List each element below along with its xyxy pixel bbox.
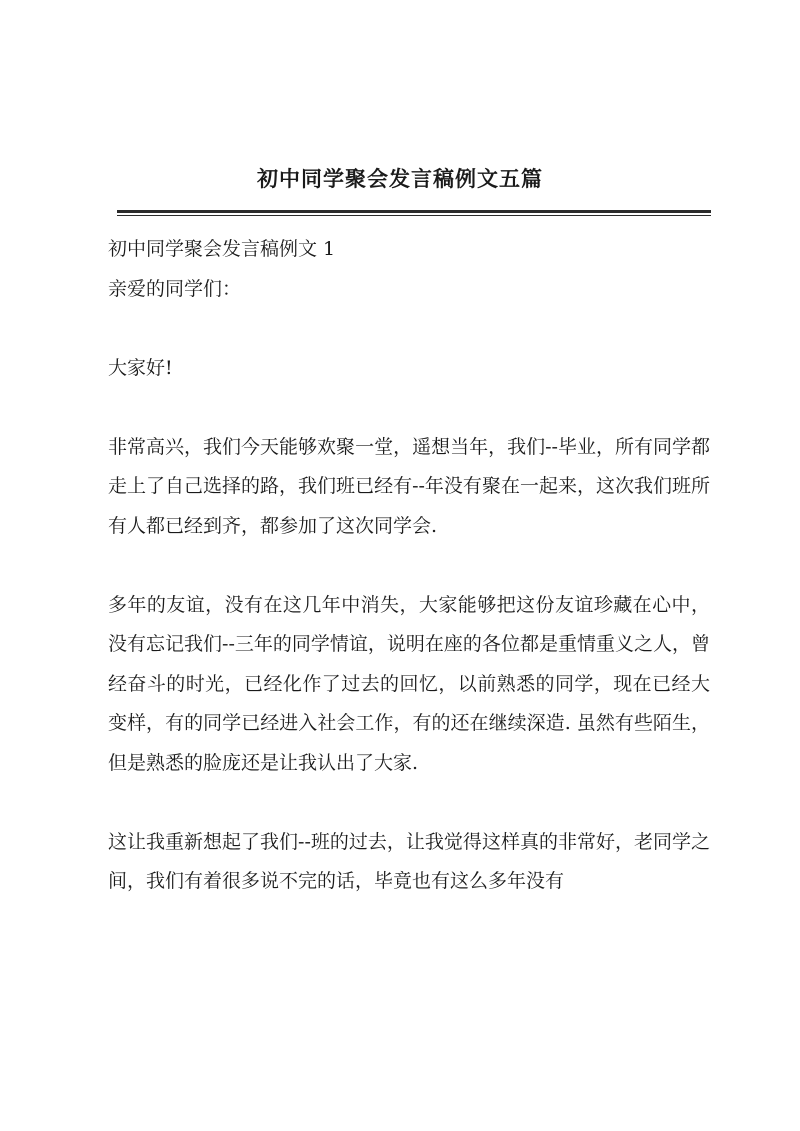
- document-body: [108, 230, 710, 902]
- section-heading: 初中同学聚会发言稿例文 1: [108, 238, 336, 260]
- body-paragraph-1: 非常高兴，我们今天能够欢聚一堂，遥想当年，我们--毕业，所有同学都走上了自己选择的路，我们班已经有--年没有聚在一起来，这次我们班所有人都已经到齐，都参加了这次同学会.: [108, 435, 710, 537]
- body-paragraph-2: 多年的友谊，没有在这几年中消失，大家能够把这份友谊珍藏在心中，没有忘记我们--三年的同学情谊，说明在座的各位都是重情重义之人，曾经奋斗的时光，已经化作了过去的回忆，以前熟悉的同学，现在已经大变样，有的同学已经进入社会工作，有的还在继续深造. 虽然有些陌生，但是熟悉的脸庞还是让我认出了大家.: [108, 593, 710, 774]
- greeting: 大家好!: [108, 356, 173, 379]
- title-divider-thick: [117, 210, 711, 213]
- body-paragraph-3: 这让我重新想起了我们--班的过去，让我觉得这样真的非常好，老同学之间，我们有着很多说不完的话，毕竟也有这么多年没有: [108, 830, 710, 892]
- salutation: 亲爱的同学们：: [108, 277, 242, 300]
- document-title: 初中同学聚会发言稿例文五篇: [257, 166, 543, 191]
- title-divider-thin: [117, 215, 711, 216]
